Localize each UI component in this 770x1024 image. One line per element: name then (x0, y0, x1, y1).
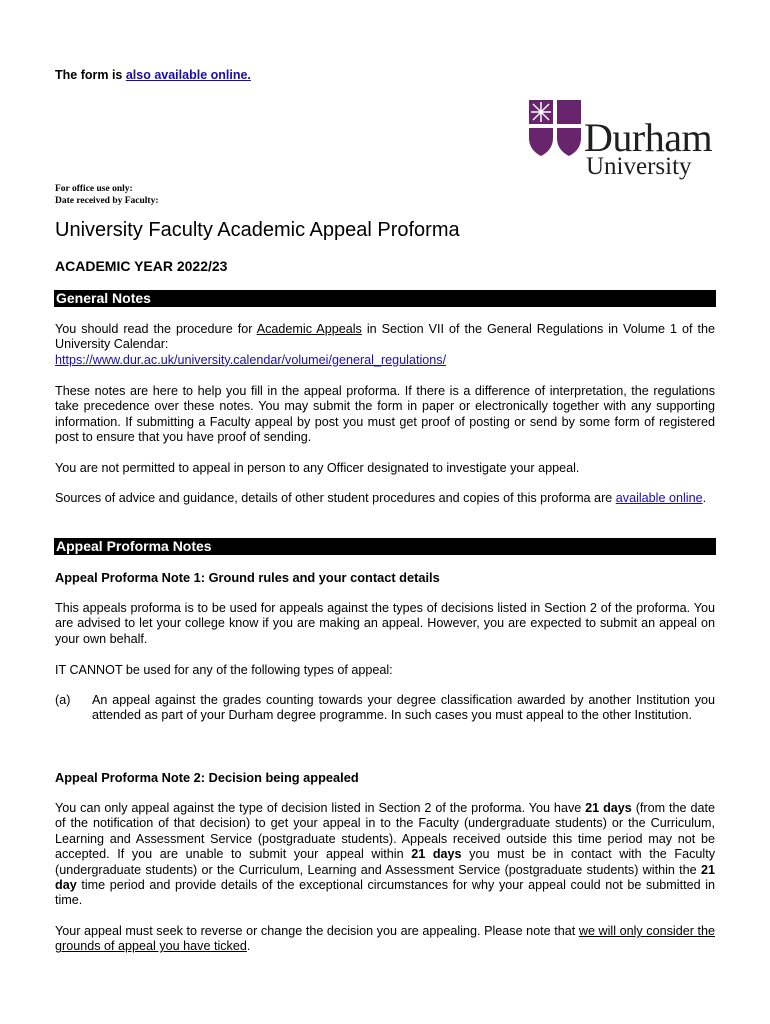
available-online-link[interactable]: available online (615, 491, 703, 505)
note2-title: Appeal Proforma Note 2: Decision being appealed (55, 770, 359, 785)
academic-year: ACADEMIC YEAR 2022/23 (55, 258, 228, 274)
academic-appeals-link[interactable]: Academic Appeals (256, 322, 362, 336)
proforma-notes-heading: Appeal Proforma Notes (54, 538, 716, 555)
regulations-url-link[interactable]: https://www.dur.ac.uk/university.calendar/volumei/general_regulations/ (55, 352, 447, 367)
note1-title: Appeal Proforma Note 1: Ground rules and your contact details (55, 570, 440, 585)
note2-p2-a: Your appeal must seek to reverse or change the decision you are appealing. Please note that (55, 924, 579, 938)
note2-p1-d: you must be in contact with the Faculty (undergraduate students) or the Curriculum, Learning and Assessment Service (postgraduate students) within the (55, 847, 715, 877)
logo-subtitle: University (586, 153, 692, 180)
note2-p1-c: (from the date of the notification of that decision) to get your appeal in to the Faculty (undergraduate students) or the Curriculum, Learning and Assessment Service (postgraduate students). Appeals received outside this time period may not be accepted. If you are unable to submit your appeal within (55, 801, 715, 862)
crest-icon (527, 98, 583, 158)
note2-p2-underlined: we will only consider the grounds of appeal you have ticked (55, 924, 715, 954)
note2-p1-a: You can only appeal against the type of decision listed in Section 2 of the proforma. You have (55, 801, 586, 815)
general-notes-p4 (55, 491, 715, 506)
office-use-block (55, 184, 159, 207)
note2-p2 (55, 924, 715, 955)
online-form-link[interactable]: also available online. (125, 68, 251, 82)
online-notice-prefix: The form is (55, 68, 126, 82)
p4-text-b: . (702, 491, 707, 505)
p4-text-a: Sources of advice and guidance, details of other student procedures and copies of this proforma are (55, 491, 616, 505)
durham-university-logo (527, 98, 737, 186)
item-a-text: An appeal against the grades counting towards your degree classification awarded by another Institution you attended as part of your Durham degree programme. In such cases you must appeal to the other Institution. (92, 693, 715, 723)
general-notes-p2: These notes are here to help you fill in the appeal proforma. If there is a difference of interpretation, the regulations take precedence over these notes. You may submit the form in paper or electronically together with any supporting information. If submitting a Faculty appeal by post you must get proof of posting or send by some form of registered post to ensure that you have proof of sending. (55, 384, 715, 445)
general-notes-heading: General Notes (54, 290, 716, 307)
logo-wordmark: Durham (584, 115, 713, 160)
online-notice (55, 68, 251, 82)
note2-p1-e: time period and provide details of the exceptional circumstances for why your appeal could not be submitted in time. (55, 878, 715, 908)
general-notes-p1 (55, 322, 715, 368)
general-notes-p3: You are not permitted to appeal in person to any Officer designated to investigate your appeal. (55, 461, 580, 475)
note2-p2-b: . (246, 939, 251, 954)
p1-text-b: in Section VII of the General Regulations in Volume 1 of the University Calendar: (55, 322, 716, 352)
note1-p1: This appeals proforma is to be used for appeals against the types of decisions listed in Section 2 of the proforma. You are advised to let your college know if you are making an appeal. However, you are expected to submit an appeal on your own behalf. (55, 601, 715, 646)
p1-text-a: You should read the procedure for (55, 322, 257, 336)
note2-days-3: 21 day (55, 862, 715, 893)
office-use-label: For office use only: (55, 184, 133, 194)
item-a-label: (a) (55, 693, 71, 707)
note2-days-1: 21 days (585, 801, 632, 815)
date-received-label: Date received by Faculty: (55, 195, 159, 206)
note1-p2: IT CANNOT be used for any of the following types of appeal: (55, 663, 393, 677)
page-title: University Faculty Academic Appeal Proforma (55, 219, 460, 241)
note2-days-2: 21 days (411, 847, 462, 862)
note2-p1 (55, 801, 715, 909)
